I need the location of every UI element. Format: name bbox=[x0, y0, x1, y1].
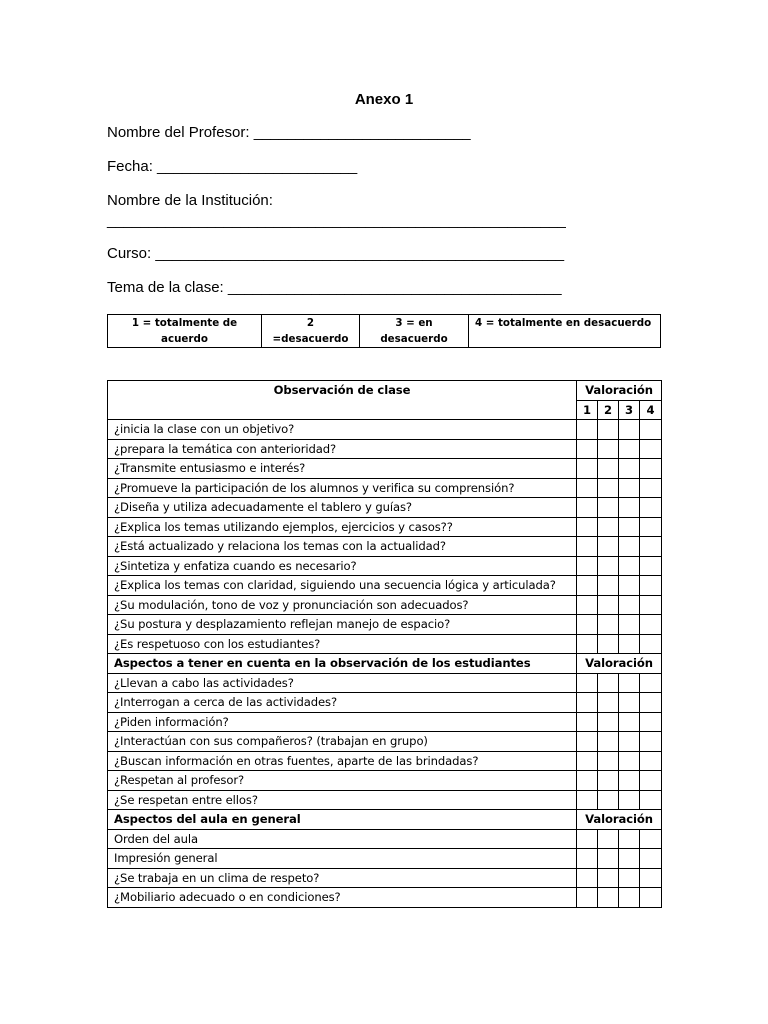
rating-cell-2[interactable] bbox=[598, 459, 619, 479]
question-text: Impresión general bbox=[108, 849, 577, 869]
rating-cell-3[interactable] bbox=[619, 459, 640, 479]
rating-cell-1[interactable] bbox=[577, 888, 598, 908]
rating-cell-2[interactable] bbox=[598, 537, 619, 557]
table-row bbox=[108, 420, 662, 440]
table-row bbox=[108, 478, 662, 498]
rating-cell-1[interactable] bbox=[577, 420, 598, 440]
rating-cell-4[interactable] bbox=[640, 634, 662, 654]
question-text: ¿Es respetuoso con los estudiantes? bbox=[108, 634, 577, 654]
question-text: ¿Su modulación, tono de voz y pronunciación son adecuados? bbox=[108, 595, 577, 615]
rating-cell-4[interactable] bbox=[640, 693, 662, 713]
rating-cell-3[interactable] bbox=[619, 517, 640, 537]
table-row bbox=[108, 712, 662, 732]
rating-cell-4[interactable] bbox=[640, 868, 662, 888]
rating-cell-3[interactable] bbox=[619, 849, 640, 869]
table-row bbox=[108, 790, 662, 810]
teacher-name-field[interactable]: Nombre del Profesor: __________________________ bbox=[107, 124, 471, 141]
rating-cell-1[interactable] bbox=[577, 634, 598, 654]
scale-1: 1 = totalmente de acuerdo bbox=[108, 315, 262, 348]
rating-cell-4[interactable] bbox=[640, 576, 662, 596]
rating-cell-3[interactable] bbox=[619, 420, 640, 440]
rating-cell-2[interactable] bbox=[598, 634, 619, 654]
question-text: ¿Su postura y desplazamiento reflejan manejo de espacio? bbox=[108, 615, 577, 635]
rating-cell-4[interactable] bbox=[640, 498, 662, 518]
observation-table bbox=[107, 380, 662, 908]
rating-cell-2[interactable] bbox=[598, 693, 619, 713]
table-row bbox=[108, 537, 662, 557]
rating-cell-2[interactable] bbox=[598, 517, 619, 537]
table-row bbox=[108, 439, 662, 459]
rating-cell-1[interactable] bbox=[577, 576, 598, 596]
rating-cell-2[interactable] bbox=[598, 849, 619, 869]
date-field[interactable]: Fecha: ________________________ bbox=[107, 158, 358, 175]
rating-cell-4[interactable] bbox=[640, 888, 662, 908]
rating-cell-1[interactable] bbox=[577, 537, 598, 557]
question-text: ¿Llevan a cabo las actividades? bbox=[108, 673, 577, 693]
rating-cell-3[interactable] bbox=[619, 751, 640, 771]
question-text: ¿inicia la clase con un objetivo? bbox=[108, 420, 577, 440]
rating-cell-4[interactable] bbox=[640, 732, 662, 752]
question-text: ¿Piden información? bbox=[108, 712, 577, 732]
rating-cell-3[interactable] bbox=[619, 439, 640, 459]
table-row bbox=[108, 771, 662, 791]
rating-cell-2[interactable] bbox=[598, 771, 619, 791]
rating-cell-4[interactable] bbox=[640, 478, 662, 498]
rating-cell-3[interactable] bbox=[619, 829, 640, 849]
question-text: ¿prepara la temática con anterioridad? bbox=[108, 439, 577, 459]
rating-cell-4[interactable] bbox=[640, 790, 662, 810]
rating-cell-3[interactable] bbox=[619, 576, 640, 596]
rating-cell-1[interactable] bbox=[577, 732, 598, 752]
rating-cell-3[interactable] bbox=[619, 595, 640, 615]
question-text: ¿Interactúan con sus compañeros? (trabajan en grupo) bbox=[108, 732, 577, 752]
rating-cell-1[interactable] bbox=[577, 478, 598, 498]
rating-cell-4[interactable] bbox=[640, 673, 662, 693]
table-row bbox=[108, 595, 662, 615]
rating-cell-3[interactable] bbox=[619, 556, 640, 576]
question-text: ¿Respetan al profesor? bbox=[108, 771, 577, 791]
valoracion-header: Valoración bbox=[577, 810, 662, 830]
valoracion-header: Valoración bbox=[577, 381, 662, 401]
rating-cell-1[interactable] bbox=[577, 712, 598, 732]
rating-cell-2[interactable] bbox=[598, 868, 619, 888]
table-row bbox=[108, 849, 662, 869]
table-row bbox=[108, 517, 662, 537]
table-row bbox=[108, 693, 662, 713]
rating-cell-2[interactable] bbox=[598, 673, 619, 693]
col-3-label: 3 bbox=[619, 400, 640, 420]
institution-field[interactable]: _______________________________________________________ bbox=[107, 212, 566, 229]
col-1-label: 1 bbox=[577, 400, 598, 420]
rating-cell-3[interactable] bbox=[619, 888, 640, 908]
rating-cell-3[interactable] bbox=[619, 498, 640, 518]
rating-cell-2[interactable] bbox=[598, 732, 619, 752]
rating-cell-4[interactable] bbox=[640, 712, 662, 732]
question-text: ¿Explica los temas con claridad, siguiendo una secuencia lógica y articulada? bbox=[108, 576, 577, 596]
institution-label: Nombre de la Institución: bbox=[107, 192, 273, 209]
question-text: ¿Promueve la participación de los alumnos y verifica su comprensión? bbox=[108, 478, 577, 498]
rating-cell-2[interactable] bbox=[598, 576, 619, 596]
question-text: ¿Diseña y utiliza adecuadamente el tablero y guías? bbox=[108, 498, 577, 518]
rating-cell-2[interactable] bbox=[598, 751, 619, 771]
rating-cell-1[interactable] bbox=[577, 498, 598, 518]
question-text: ¿Está actualizado y relaciona los temas con la actualidad? bbox=[108, 537, 577, 557]
table-row bbox=[108, 673, 662, 693]
rating-cell-1[interactable] bbox=[577, 517, 598, 537]
section-title: Aspectos del aula en general bbox=[108, 810, 577, 830]
question-text: ¿Se trabaja en un clima de respeto? bbox=[108, 868, 577, 888]
scale-3: 3 = en desacuerdo bbox=[360, 315, 469, 348]
rating-cell-3[interactable] bbox=[619, 478, 640, 498]
class-topic-field[interactable]: Tema de la clase: ________________________________________ bbox=[107, 279, 562, 296]
rating-cell-1[interactable] bbox=[577, 459, 598, 479]
rating-cell-4[interactable] bbox=[640, 420, 662, 440]
rating-cell-3[interactable] bbox=[619, 712, 640, 732]
question-text: ¿Sintetiza y enfatiza cuando es necesario? bbox=[108, 556, 577, 576]
table-row bbox=[108, 868, 662, 888]
rating-cell-1[interactable] bbox=[577, 771, 598, 791]
rating-cell-2[interactable] bbox=[598, 712, 619, 732]
table-row bbox=[108, 888, 662, 908]
rating-cell-4[interactable] bbox=[640, 537, 662, 557]
course-field[interactable]: Curso: _________________________________________________ bbox=[107, 245, 565, 262]
col-2-label: 2 bbox=[598, 400, 619, 420]
rating-cell-4[interactable] bbox=[640, 595, 662, 615]
rating-cell-2[interactable] bbox=[598, 829, 619, 849]
rating-cell-4[interactable] bbox=[640, 849, 662, 869]
rating-cell-1[interactable] bbox=[577, 751, 598, 771]
rating-cell-2[interactable] bbox=[598, 498, 619, 518]
section-header-row bbox=[108, 810, 662, 830]
table-row bbox=[108, 732, 662, 752]
rating-cell-4[interactable] bbox=[640, 771, 662, 791]
rating-cell-3[interactable] bbox=[619, 693, 640, 713]
valoracion-header: Valoración bbox=[577, 654, 662, 674]
rating-cell-2[interactable] bbox=[598, 439, 619, 459]
scale-4: 4 = totalmente en desacuerdo bbox=[469, 315, 661, 348]
section-header-row bbox=[108, 654, 662, 674]
rating-scale-legend bbox=[107, 314, 661, 348]
col-4-label: 4 bbox=[640, 400, 662, 420]
table-row bbox=[108, 459, 662, 479]
rating-cell-2[interactable] bbox=[598, 556, 619, 576]
rating-cell-2[interactable] bbox=[598, 790, 619, 810]
question-text: ¿Mobiliario adecuado o en condiciones? bbox=[108, 888, 577, 908]
question-text: ¿Transmite entusiasmo e interés? bbox=[108, 459, 577, 479]
question-text: ¿Se respetan entre ellos? bbox=[108, 790, 577, 810]
table-row bbox=[108, 634, 662, 654]
table-header-title: Observación de clase bbox=[108, 381, 577, 420]
rating-cell-4[interactable] bbox=[640, 517, 662, 537]
table-row bbox=[108, 829, 662, 849]
rating-cell-4[interactable] bbox=[640, 615, 662, 635]
rating-cell-3[interactable] bbox=[619, 537, 640, 557]
rating-cell-3[interactable] bbox=[619, 771, 640, 791]
rating-cell-1[interactable] bbox=[577, 829, 598, 849]
rating-cell-2[interactable] bbox=[598, 478, 619, 498]
rating-cell-3[interactable] bbox=[619, 790, 640, 810]
question-text: ¿Buscan información en otras fuentes, aparte de las brindadas? bbox=[108, 751, 577, 771]
question-text: ¿Interrogan a cerca de las actividades? bbox=[108, 693, 577, 713]
table-header-row bbox=[108, 381, 662, 401]
question-text: Orden del aula bbox=[108, 829, 577, 849]
table-row bbox=[108, 751, 662, 771]
rating-cell-1[interactable] bbox=[577, 790, 598, 810]
rating-cell-1[interactable] bbox=[577, 849, 598, 869]
rating-cell-4[interactable] bbox=[640, 439, 662, 459]
table-row bbox=[108, 556, 662, 576]
table-row bbox=[108, 576, 662, 596]
rating-cell-4[interactable] bbox=[640, 829, 662, 849]
scale-2: 2 =desacuerdo bbox=[262, 315, 360, 348]
question-text: ¿Explica los temas utilizando ejemplos, ejercicios y casos?? bbox=[108, 517, 577, 537]
table-row bbox=[108, 498, 662, 518]
rating-cell-2[interactable] bbox=[598, 595, 619, 615]
rating-cell-4[interactable] bbox=[640, 751, 662, 771]
rating-cell-3[interactable] bbox=[619, 868, 640, 888]
rating-cell-1[interactable] bbox=[577, 556, 598, 576]
section-title: Aspectos a tener en cuenta en la observación de los estudiantes bbox=[108, 654, 577, 674]
rating-cell-1[interactable] bbox=[577, 439, 598, 459]
rating-cell-3[interactable] bbox=[619, 732, 640, 752]
rating-cell-3[interactable] bbox=[619, 615, 640, 635]
rating-cell-3[interactable] bbox=[619, 634, 640, 654]
rating-cell-3[interactable] bbox=[619, 673, 640, 693]
rating-cell-2[interactable] bbox=[598, 420, 619, 440]
rating-cell-2[interactable] bbox=[598, 615, 619, 635]
rating-cell-1[interactable] bbox=[577, 673, 598, 693]
rating-cell-4[interactable] bbox=[640, 556, 662, 576]
rating-cell-1[interactable] bbox=[577, 868, 598, 888]
rating-cell-1[interactable] bbox=[577, 693, 598, 713]
rating-cell-1[interactable] bbox=[577, 615, 598, 635]
rating-cell-1[interactable] bbox=[577, 595, 598, 615]
table-row bbox=[108, 615, 662, 635]
rating-cell-2[interactable] bbox=[598, 888, 619, 908]
rating-cell-4[interactable] bbox=[640, 459, 662, 479]
page-title: Anexo 1 bbox=[354, 91, 414, 108]
